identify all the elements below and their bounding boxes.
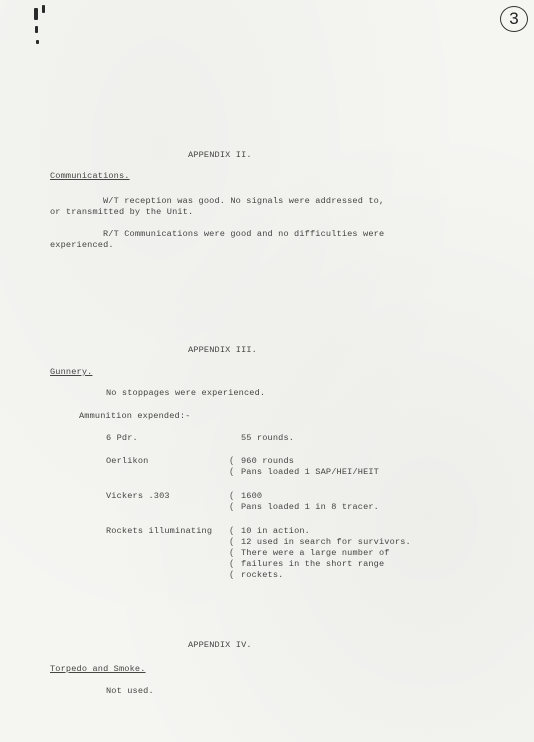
ammo-item: 6 Pdr. [106, 433, 138, 443]
stoppages-text: No stoppages were experienced. [106, 388, 266, 398]
brace-mark: ( [229, 548, 235, 558]
paragraph-line: or transmitted by the Unit. [50, 207, 194, 217]
paragraph-line: W/T reception was good. No signals were addressed to, [103, 196, 385, 206]
ammo-detail: Pans loaded 1 SAP/HEI/HEIT [241, 467, 379, 477]
section-title-gunnery: Gunnery. [50, 367, 93, 377]
page-number: 3 [500, 6, 528, 32]
punch-hole-mark [35, 26, 38, 33]
brace-mark: ( [229, 491, 235, 501]
ammo-detail: 10 in action. [241, 526, 310, 536]
ammo-detail: 1600 [241, 491, 263, 501]
ammo-detail: rockets. [241, 570, 284, 580]
ammo-detail: 12 used in search for survivors. [241, 537, 411, 547]
ammo-item: Oerlikon [106, 456, 149, 466]
brace-mark: ( [229, 526, 235, 536]
not-used-text: Not used. [106, 686, 154, 696]
ammunition-label: Ammunition expended:- [79, 411, 191, 421]
brace-mark: ( [229, 456, 235, 466]
ammo-detail: 55 rounds. [241, 433, 295, 443]
ammo-item: Rockets illuminating [106, 526, 213, 536]
appendix-3-heading: APPENDIX III. [188, 345, 257, 355]
paragraph-line: R/T Communications were good and no difficulties were [103, 229, 385, 239]
ammo-detail: There were a large number of [241, 548, 390, 558]
ammo-detail: failures in the short range [241, 559, 385, 569]
punch-hole-mark [42, 5, 45, 13]
punch-hole-mark [34, 8, 38, 20]
appendix-4-heading: APPENDIX IV. [188, 640, 252, 650]
punch-hole-mark [36, 40, 39, 44]
ammo-detail: Pans loaded 1 in 8 tracer. [241, 502, 379, 512]
ammo-detail: 960 rounds [241, 456, 295, 466]
paragraph-line: experienced. [50, 240, 114, 250]
brace-mark: ( [229, 559, 235, 569]
appendix-2-heading: APPENDIX II. [188, 150, 252, 160]
section-title-communications: Communications. [50, 171, 130, 181]
brace-mark: ( [229, 467, 235, 477]
brace-mark: ( [229, 537, 235, 547]
brace-mark: ( [229, 570, 235, 580]
ammo-item: Vickers .303 [106, 491, 170, 501]
brace-mark: ( [229, 502, 235, 512]
section-title-torpedo-smoke: Torpedo and Smoke. [50, 664, 146, 674]
